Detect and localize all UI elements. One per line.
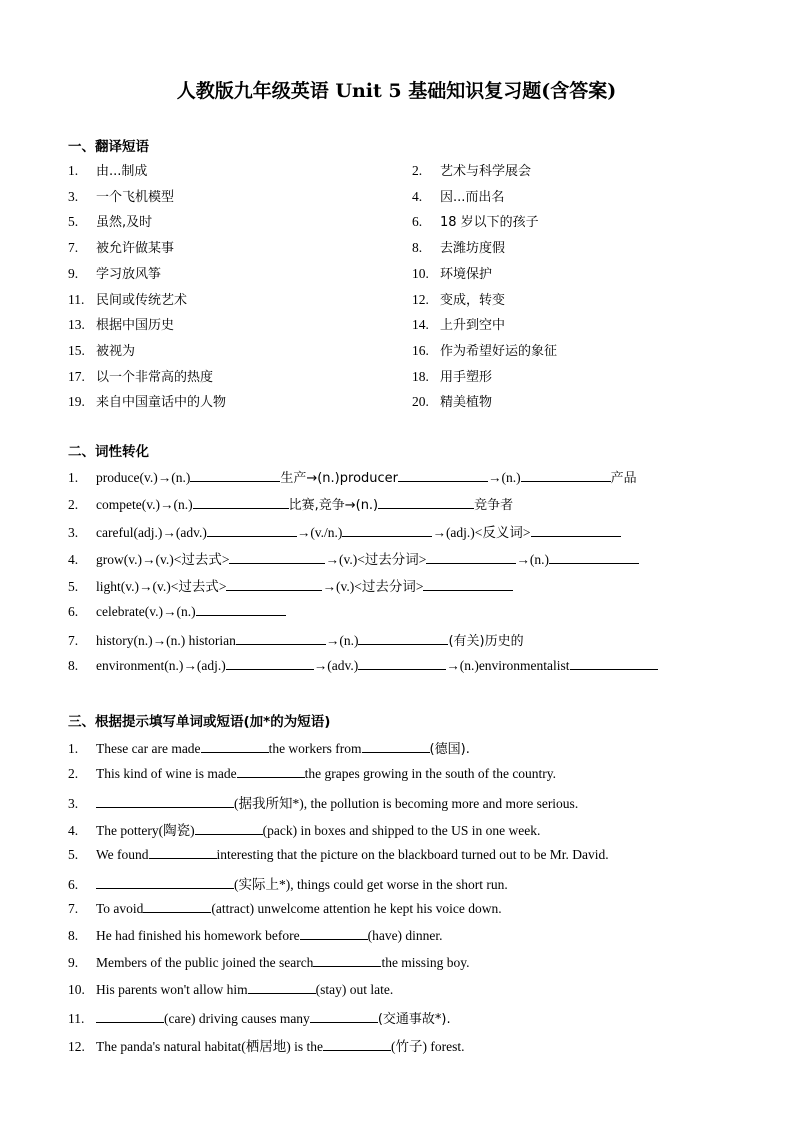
- answer-blank[interactable]: [96, 876, 234, 889]
- fill-row-6: 6. (实际上*), things could get worse in the short run.: [68, 877, 508, 892]
- fill-text: To avoid: [96, 901, 144, 916]
- wordform-text: 比赛,竞争→(n.): [288, 498, 379, 513]
- answer-blank[interactable]: [362, 740, 430, 753]
- fill-row-8: 8. He had finished his homework before (have) dinner.: [68, 928, 443, 943]
- wordform-row-6: 6. celebrate(v.)→(n.): [68, 603, 286, 620]
- fill-text: (竹子) forest.: [391, 1039, 465, 1054]
- wordform-text: environment(n.)→(adj.): [96, 658, 226, 673]
- answer-blank[interactable]: [226, 657, 314, 670]
- fill-text: the grapes growing in the south of the country.: [304, 766, 557, 781]
- translation-item: 4. 因...而出名: [412, 188, 505, 205]
- translation-item: 1. 由...制成: [68, 163, 148, 179]
- answer-blank[interactable]: [426, 551, 516, 564]
- wordform-text: →(n.)environmentalist: [446, 658, 570, 673]
- fill-text: (据我所知*), the pollution is becoming more and more serious.: [234, 796, 579, 811]
- fill-row-11: 11. (care) driving causes many (交通事故*).: [68, 1011, 451, 1027]
- wordform-text: →(adv.): [313, 658, 359, 673]
- translation-item: 12. 变成，转变: [412, 291, 506, 308]
- wordform-row-4: 4. grow(v.)→(v.)<过去式> →(v.)<过去分词> →(n.): [68, 548, 639, 568]
- translation-item: 6. 18 岁以下的孩子: [412, 214, 539, 231]
- wordform-text: grow(v.)→(v.)<过去式>: [96, 552, 230, 567]
- wordform-text: →(n.): [325, 633, 359, 648]
- wordform-text: history(n.)→(n.) historian: [96, 633, 236, 648]
- answer-blank[interactable]: [342, 524, 432, 537]
- fill-text: (stay) out late.: [315, 982, 394, 997]
- fill-row-5: 5. We found interesting that the picture on the blackboard turned out to be Mr. David.: [68, 847, 609, 862]
- answer-blank[interactable]: [378, 496, 474, 509]
- wordform-row-8: 8. environment(n.)→(adj.) →(adv.) →(n.)environmentalist: [68, 657, 658, 674]
- wordform-text: →(adj.)<反义词>: [432, 525, 531, 540]
- fill-text: This kind of wine is made: [96, 766, 237, 781]
- section2-heading: 二、词性转化: [68, 444, 149, 460]
- translation-item: 3. 一个飞机模型: [68, 188, 175, 205]
- translation-item: 18. 用手塑形: [412, 368, 493, 385]
- translation-phrase: 一个飞机模型: [96, 189, 175, 205]
- answer-blank[interactable]: [195, 822, 263, 835]
- fill-row-12: 12. The panda's natural habitat(栖居地) is the (竹子) forest.: [68, 1039, 465, 1054]
- translation-phrase: 艺术与科学展会: [440, 164, 532, 179]
- fill-text: (pack) in boxes and shipped to the US in one week.: [262, 823, 541, 838]
- wordform-row-1: 1. produce(v.)→(n.) 生产→(n.)producer →(n.) 产品: [68, 470, 637, 486]
- translation-phrase: 根据中国历史: [96, 318, 175, 334]
- fill-row-4: 4. The pottery(陶瓷) (pack) in boxes and shipped to the US in one week.: [68, 823, 541, 838]
- answer-blank[interactable]: [96, 795, 234, 808]
- wordform-text: 产品: [610, 471, 637, 486]
- wordform-text: light(v.)→(v.)<过去式>: [96, 579, 227, 594]
- translation-phrase: 作为希望好运的象征: [440, 343, 558, 359]
- answer-blank[interactable]: [207, 524, 297, 537]
- section1-heading: 一、翻译短语: [68, 139, 149, 155]
- translation-item: 16. 作为希望好运的象征: [412, 342, 558, 359]
- translation-phrase: 变成，转变: [440, 292, 506, 308]
- answer-blank[interactable]: [96, 1010, 164, 1023]
- wordform-text: →(n.): [516, 552, 550, 567]
- answer-blank[interactable]: [423, 578, 513, 591]
- fill-text: (实际上*), things could get worse in the short run.: [234, 877, 508, 892]
- answer-blank[interactable]: [196, 603, 286, 616]
- fill-row-7: 7. To avoid (attract) unwelcome attention he kept his voice down.: [68, 901, 502, 916]
- translation-item: 9. 学习放风筝: [68, 265, 162, 282]
- translation-phrase: 由...制成: [96, 164, 148, 179]
- translation-phrase: 18 岁以下的孩子: [440, 215, 539, 231]
- fill-text: (交通事故*).: [377, 1012, 451, 1027]
- wordform-text: 竞争者: [474, 498, 514, 513]
- answer-blank[interactable]: [226, 578, 322, 591]
- wordform-text: →(n.): [488, 470, 521, 485]
- wordform-row-7: 7. history(n.)→(n.) historian →(n.) (有关)历史的: [68, 633, 524, 649]
- fill-text: (care) driving causes many: [164, 1011, 310, 1026]
- fill-text: He had finished his homework before: [96, 928, 300, 943]
- fill-text: We found: [96, 847, 149, 862]
- translation-phrase: 来自中国童话中的人物: [96, 395, 227, 411]
- fill-text: (attract) unwelcome attention he kept his voice down.: [211, 901, 502, 916]
- wordform-row-2: 2. compete(v.)→(n.) 比赛,竞争→(n.) 竞争者: [68, 497, 514, 513]
- translation-item: 7. 被允许做某事: [68, 240, 175, 257]
- translation-item: 11. 民间或传统艺术: [68, 291, 188, 308]
- translation-phrase: 学习放风筝: [96, 266, 162, 282]
- answer-blank[interactable]: [313, 954, 381, 967]
- translation-phrase: 上升到空中: [440, 318, 506, 334]
- answer-blank[interactable]: [143, 900, 211, 913]
- wordform-text: →(v.)<过去分词>: [325, 552, 427, 567]
- translation-phrase: 虽然,及时: [96, 215, 153, 231]
- fill-row-3: 3. (据我所知*), the pollution is becoming more and more serious.: [68, 796, 579, 811]
- fill-text: The panda's natural habitat(栖居地) is the: [96, 1039, 323, 1054]
- answer-blank[interactable]: [358, 657, 446, 670]
- translation-phrase: 民间或传统艺术: [96, 292, 188, 308]
- answer-blank[interactable]: [398, 469, 488, 482]
- wordform-text: careful(adj.)→(adv.): [96, 525, 207, 540]
- fill-text: The pottery(陶瓷): [96, 823, 195, 838]
- answer-blank[interactable]: [190, 469, 280, 482]
- wordform-text: compete(v.)→(n.): [96, 497, 193, 512]
- page-title: 人教版九年级英语 Unit 5 基础知识复习题(含答案): [176, 80, 617, 102]
- fill-row-1: 1. These car are made the workers from (德国).: [68, 741, 470, 757]
- answer-blank[interactable]: [229, 551, 325, 564]
- wordform-text: →(v./n.): [296, 525, 343, 540]
- wordform-text: produce(v.)→(n.): [96, 470, 191, 485]
- fill-text: Members of the public joined the search: [96, 955, 314, 970]
- answer-blank[interactable]: [358, 632, 448, 645]
- translation-item: 14. 上升到空中: [412, 317, 506, 334]
- answer-blank[interactable]: [193, 496, 289, 509]
- translation-item: 8. 去潍坊度假: [412, 240, 506, 257]
- fill-text: interesting that the picture on the blackboard turned out to be Mr. David.: [216, 847, 609, 862]
- answer-blank[interactable]: [323, 1038, 391, 1051]
- translation-phrase: 用手塑形: [440, 369, 493, 385]
- answer-blank[interactable]: [248, 981, 316, 994]
- translation-item: 10. 环境保护: [412, 265, 493, 282]
- fill-text: His parents won't allow him: [96, 982, 248, 997]
- answer-blank[interactable]: [531, 524, 621, 537]
- translation-item: 17. 以一个非常高的热度: [68, 368, 214, 385]
- translation-phrase: 被视为: [96, 343, 136, 359]
- translation-phrase: 去潍坊度假: [440, 241, 506, 257]
- fill-row-9: 9. Members of the public joined the search the missing boy.: [68, 955, 470, 970]
- translation-phrase: 因...而出名: [440, 189, 505, 205]
- translation-phrase: 环境保护: [440, 266, 493, 282]
- fill-text: These car are made: [96, 741, 201, 756]
- translation-phrase: 精美植物: [440, 395, 493, 411]
- answer-blank[interactable]: [201, 740, 269, 753]
- answer-blank[interactable]: [300, 927, 368, 940]
- fill-text: (德国).: [429, 742, 470, 757]
- wordform-text: celebrate(v.)→(n.): [96, 604, 196, 619]
- fill-text: the missing boy.: [381, 955, 470, 970]
- wordform-row-3: 3. careful(adj.)→(adv.) →(v./n.) →(adj.)<反义词>: [68, 521, 621, 541]
- answer-blank[interactable]: [236, 632, 326, 645]
- wordform-text: →(v.)<过去分词>: [322, 579, 424, 594]
- translation-item: 13. 根据中国历史: [68, 317, 175, 334]
- translation-item: 5. 虽然,及时: [68, 214, 153, 231]
- section3-heading: 三、根据提示填写单词或短语(加*的为短语): [68, 714, 331, 730]
- answer-blank[interactable]: [237, 765, 305, 778]
- wordform-row-5: 5. light(v.)→(v.)<过去式> →(v.)<过去分词>: [68, 575, 513, 595]
- translation-item: 20. 精美植物: [412, 394, 493, 411]
- fill-row-10: 10. His parents won't allow him (stay) out late.: [68, 982, 394, 997]
- translation-item: 19. 来自中国童话中的人物: [68, 394, 227, 411]
- translation-item: 2. 艺术与科学展会: [412, 163, 532, 179]
- answer-blank[interactable]: [149, 846, 217, 859]
- fill-row-2: 2. This kind of wine is made the grapes growing in the south of the country.: [68, 766, 557, 781]
- answer-blank[interactable]: [549, 551, 639, 564]
- fill-text: the workers from: [268, 741, 362, 756]
- answer-blank[interactable]: [310, 1010, 378, 1023]
- translation-phrase: 以一个非常高的热度: [96, 369, 214, 385]
- translation-item: 15. 被视为: [68, 342, 136, 359]
- translation-phrase: 被允许做某事: [96, 241, 175, 257]
- answer-blank[interactable]: [570, 657, 658, 670]
- wordform-text: 生产→(n.)producer: [280, 471, 398, 486]
- answer-blank[interactable]: [521, 469, 611, 482]
- fill-text: (have) dinner.: [367, 928, 443, 943]
- wordform-text: (有关)历史的: [448, 634, 524, 649]
